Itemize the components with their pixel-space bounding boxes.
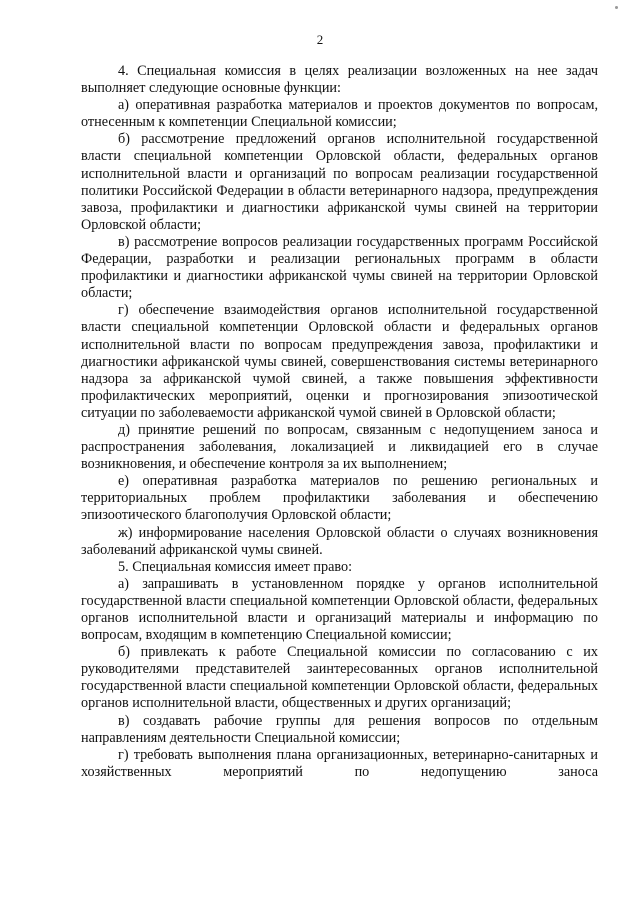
document-body: [81, 63, 598, 781]
paragraph-5g: г) требовать выполнения плана организационных, ветеринарно-санитарных и хозяйственных мероприятий по недопущению заноса: [81, 746, 598, 780]
paragraph-4d: д) принятие решений по вопросам, связанным с недопущением заноса и распространения заболевания, локализацией и ликвидацией его в случае возникновения, и обеспечение контроля за их выполнением;: [81, 421, 598, 473]
paragraph-4v: в) рассмотрение вопросов реализации государственных программ Российской Федерации, разработки и реализации региональных программ в области профилактики и диагностики африканской чумы свиней на территории Орловской области;: [81, 233, 598, 302]
paragraph-4g: г) обеспечение взаимодействия органов исполнительной государственной власти специальной компетенции Орловской области и федеральных органов исполнительной власти по вопросам предупреждения завоза, профилактики и диагностики африканской чумы свиней, совершенствования системы ветеринарного надзора за африканской чумой свиней, а также повышения эффективности профилактических мероприятий, оценки и прогнозирования эпизоотической ситуации по заболеваемости африканской чумой свиней в Орловской области;: [81, 302, 598, 421]
scan-mark: [615, 6, 618, 9]
paragraph-4a: а) оперативная разработка материалов и проектов документов по вопросам, отнесенным к компетенции Специальной комиссии;: [81, 97, 598, 131]
page-number: 2: [316, 32, 324, 47]
paragraph-4e: е) оперативная разработка материалов по решению региональных и территориальных проблем профилактики заболевания и обеспечению эпизоотического благополучия Орловской области;: [81, 473, 598, 524]
paragraph-5b: б) привлекать к работе Специальной комиссии по согласованию с их руководителями представителей заинтересованных органов исполнительной государственной власти специальной компетенции Орловской области, федеральных органов исполнительной власти, общественных и других организаций;: [81, 644, 598, 712]
paragraph-4-intro: 4. Специальная комиссия в целях реализации возложенных на нее задач выполняет следующие основные функции:: [81, 63, 598, 97]
paragraph-5v: в) создавать рабочие группы для решения вопросов по отдельным направлениям деятельности Специальной комиссии;: [81, 712, 598, 746]
paragraph-5a: а) запрашивать в установленном порядке у органов исполнительной государственной власти специальной компетенции Орловской области, федеральных органов исполнительной власти и организаций материалы и информацию по вопросам, входящим в компетенцию Специальной комиссии;: [81, 575, 598, 644]
paragraph-5-intro: 5. Специальная комиссия имеет право:: [118, 558, 353, 575]
paragraph-4zh: ж) информирование населения Орловской области о случаях возникновения заболеваний африканской чумы свиней.: [81, 524, 598, 558]
paragraph-4b: б) рассмотрение предложений органов исполнительной государственной власти специальной компетенции Орловской области, федеральных органов исполнительной власти и организаций по вопросам реализации государственной политики Российской Федерации в области ветеринарного надзора, предупреждения завоза, профилактики и диагностики африканской чумы свиней на территории Орловской области;: [81, 131, 598, 233]
